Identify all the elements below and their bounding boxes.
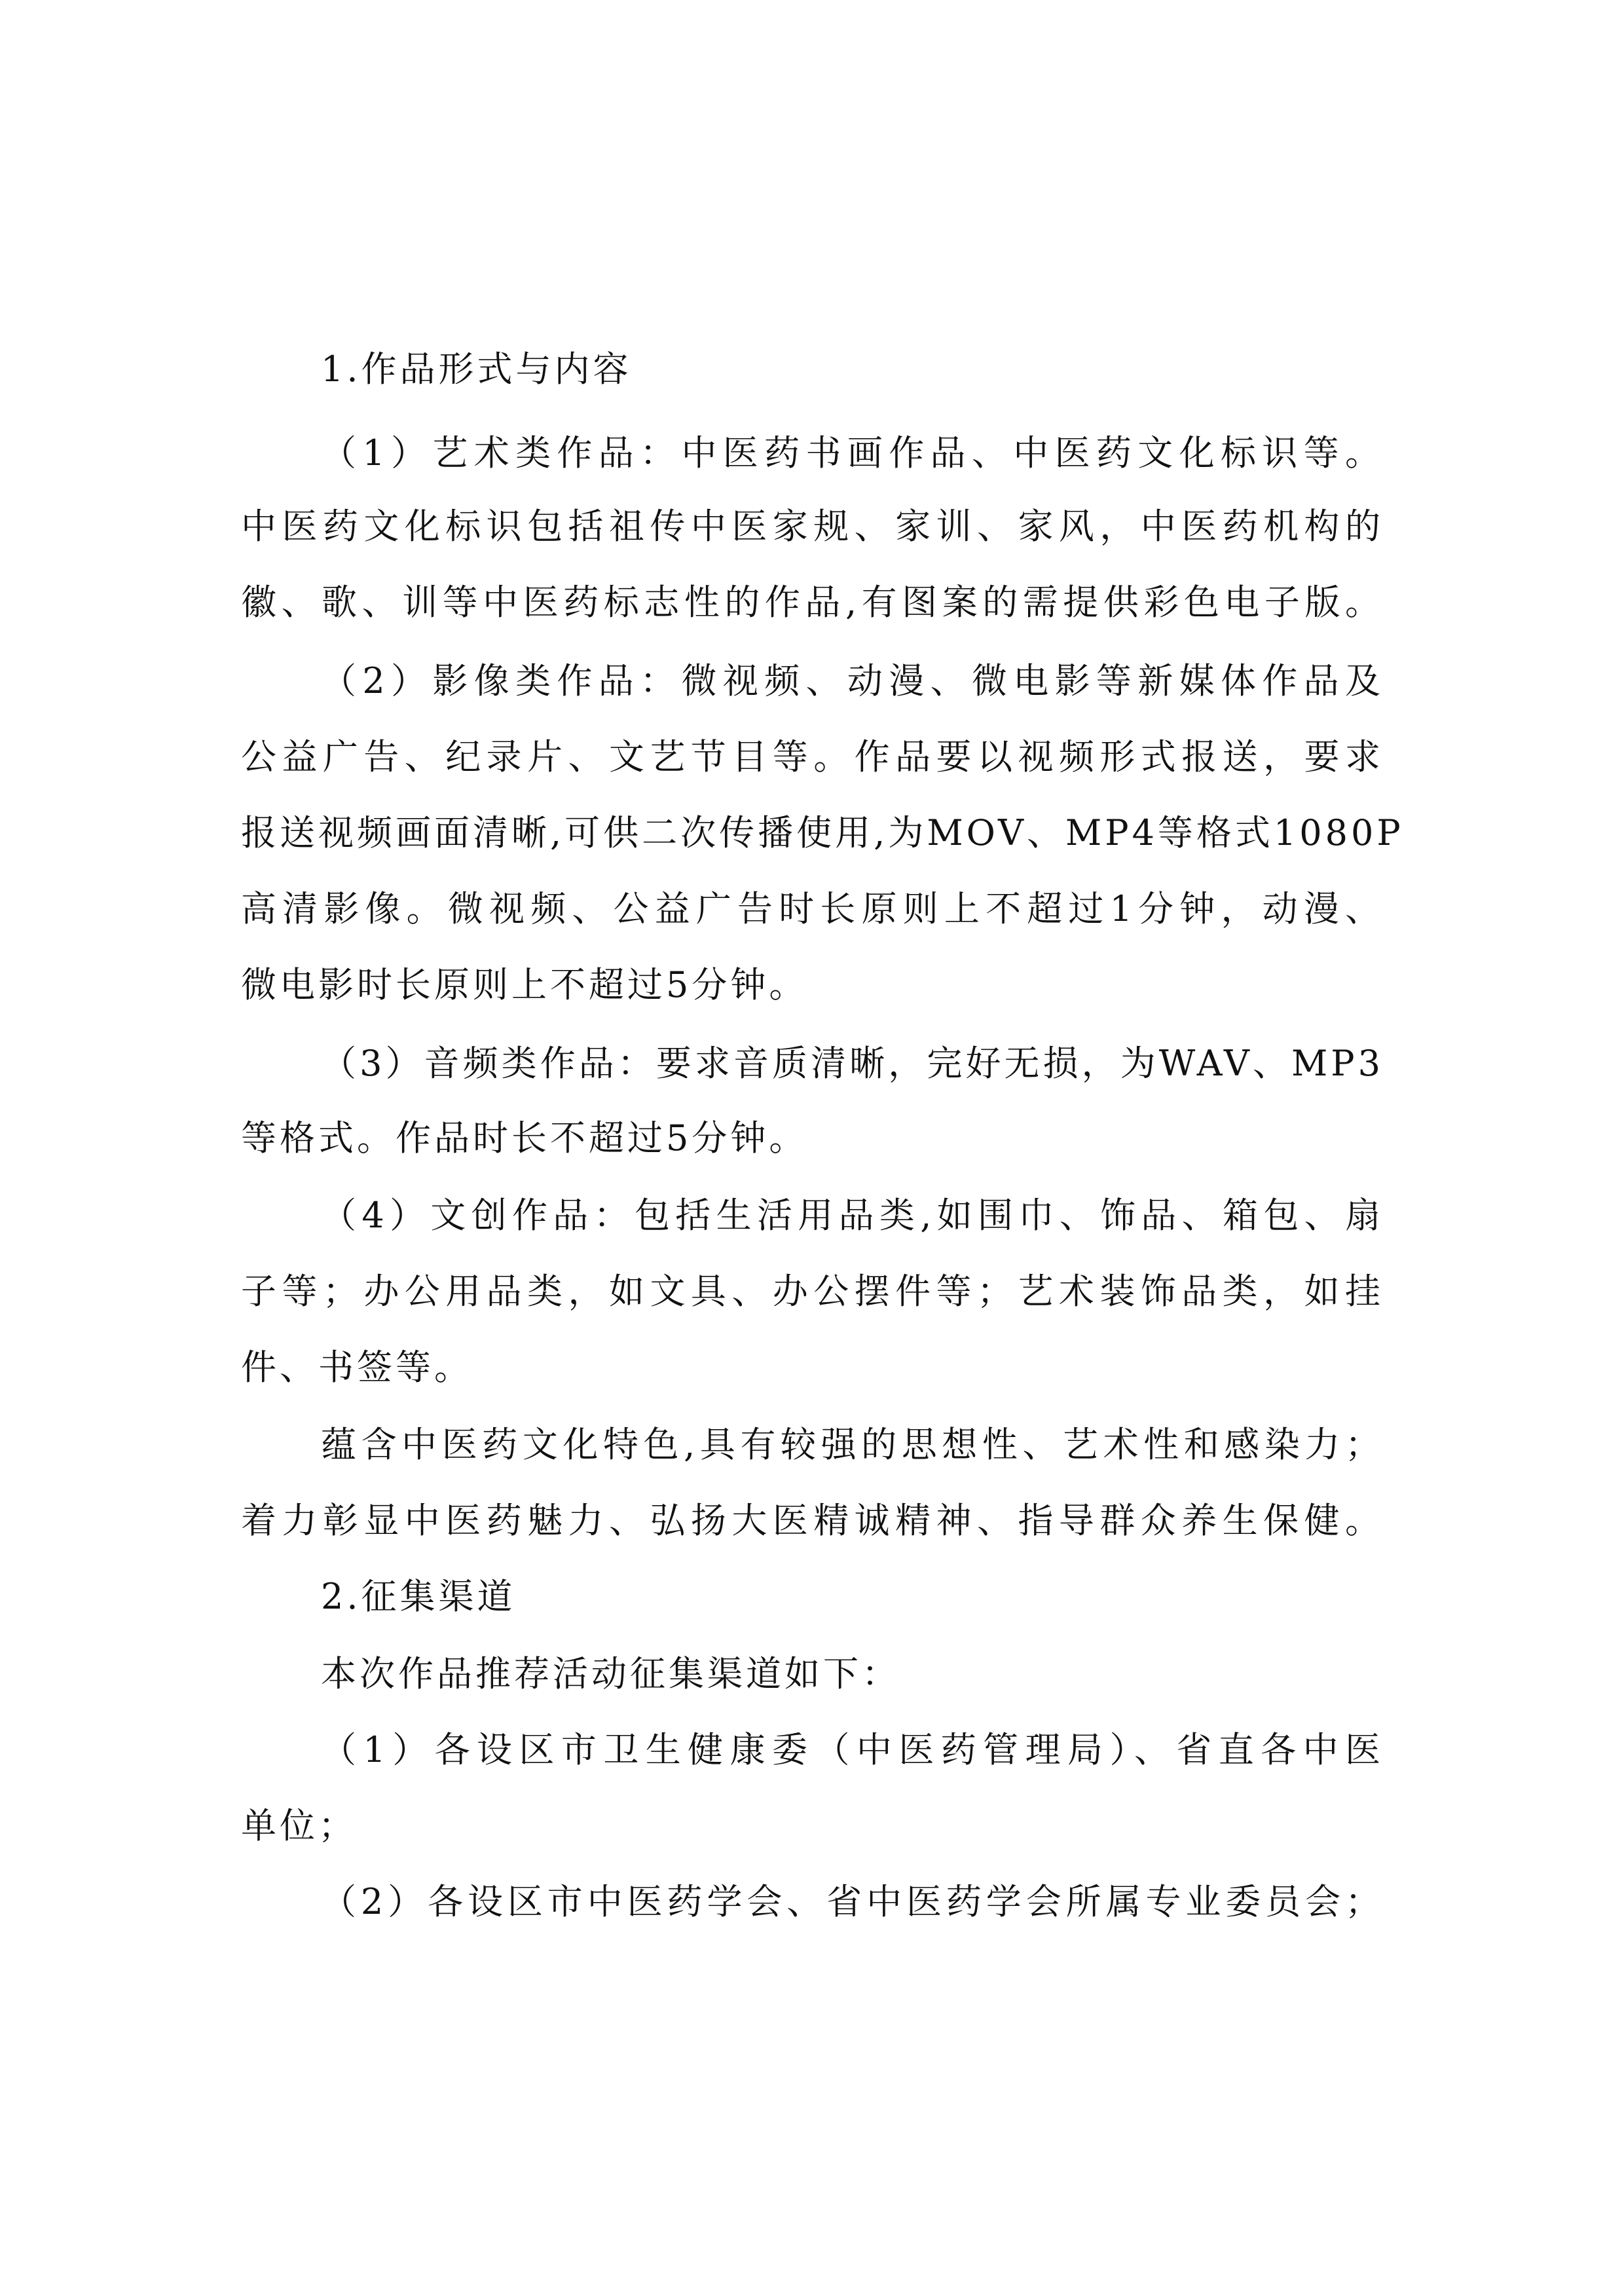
section-heading-1: 1.作品形式与内容 (321, 348, 632, 390)
paragraph-line: 单位； (241, 1805, 357, 1846)
paragraph-line: 中医药文化标识包括祖传中医家规、家训、家风，中医药机构的 (241, 506, 1384, 547)
paragraph-line: （2）影像类作品：微视频、动漫、微电影等新媒体作品及 (321, 660, 1384, 701)
paragraph-line: 微电影时长原则上不超过5分钟。 (241, 964, 808, 1005)
paragraph-line: 着力彰显中医药魅力、弘扬大医精诚精神、指导群众养生保健。 (241, 1500, 1384, 1541)
paragraph-line: 报送视频画面清晰,可供二次传播使用,为MOV、MP4等格式1080P (241, 812, 1404, 853)
paragraph-line: 件、书签等。 (241, 1347, 473, 1388)
paragraph-line: 徽、歌、训等中医药标志性的作品,有图案的需提供彩色电子版。 (241, 582, 1384, 623)
section-heading-2: 2.征集渠道 (321, 1576, 516, 1617)
paragraph-line: （1）艺术类作品：中医药书画作品、中医药文化标识等。 (321, 432, 1384, 474)
paragraph-line: （3）音频类作品：要求音质清晰，完好无损，为WAV、MP3 (321, 1043, 1384, 1084)
paragraph-line: （4）文创作品：包括生活用品类,如围巾、饰品、箱包、扇 (321, 1195, 1384, 1236)
paragraph-line: 等格式。作品时长不超过5分钟。 (241, 1117, 808, 1159)
paragraph-line: （1）各设区市卫生健康委（中医药管理局）、省直各中医 (321, 1729, 1384, 1770)
paragraph-line: 本次作品推荐活动征集渠道如下： (321, 1653, 900, 1694)
paragraph-line: 蕴含中医药文化特色,具有较强的思想性、艺术性和感染力； (321, 1424, 1384, 1465)
paragraph-line: 子等；办公用品类，如文具、办公摆件等；艺术装饰品类，如挂 (241, 1271, 1384, 1312)
paragraph-line: 公益广告、纪录片、文艺节目等。作品要以视频形式报送，要求 (241, 736, 1384, 777)
paragraph-line: （2）各设区市中医药学会、省中医药学会所属专业委员会； (321, 1881, 1384, 1922)
paragraph-line: 高清影像。微视频、公益广告时长原则上不超过1分钟，动漫、 (241, 888, 1384, 929)
